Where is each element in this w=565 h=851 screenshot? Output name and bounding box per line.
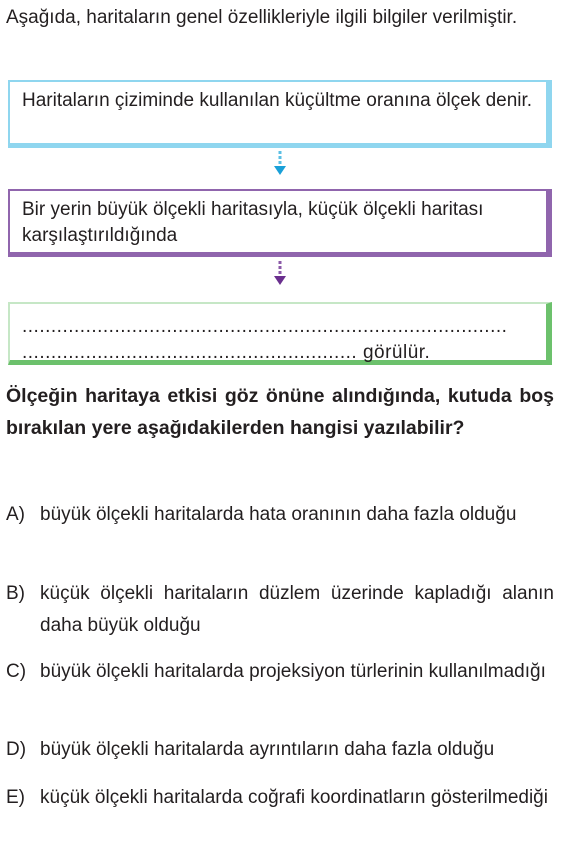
blank-line-1: .................................................................................... (22, 316, 508, 337)
blank-answer-box (8, 302, 552, 365)
option-text: büyük ölçekli haritalarda hata oranının daha fazla olduğu (40, 504, 517, 525)
option-text: büyük ölçekli haritalarda ayrıntıların daha fazla olduğu (40, 739, 495, 760)
option-text: küçük ölçekli haritaların düzlem üzerinde kapladığı alanın daha büyük olduğu (40, 583, 554, 636)
definition-box (8, 80, 552, 148)
option-letter: D) (6, 739, 27, 760)
arrow-down-icon (272, 151, 288, 181)
option-d[interactable] (6, 734, 554, 766)
option-b[interactable] (6, 578, 554, 642)
option-text: büyük ölçekli haritalarda projeksiyon türlerinin kullanılmadığı (40, 661, 546, 682)
comparison-text: Bir yerin büyük ölçekli haritasıyla, küçük ölçekli haritası karşılaştırıldığında (22, 199, 484, 246)
option-letter: A) (6, 504, 25, 525)
option-letter: B) (6, 583, 25, 604)
option-c[interactable] (6, 656, 554, 688)
option-letter: C) (6, 661, 27, 682)
option-letter: E) (6, 787, 25, 808)
option-a[interactable] (6, 499, 554, 531)
comparison-box (8, 189, 552, 257)
blank-line-2: .......................................................... görülür. (22, 342, 431, 363)
arrow-down-icon (272, 261, 288, 291)
question-text: Ölçeğin haritaya etkisi göz önüne alındığında, kutuda boş bırakılan yere aşağıdakilerden hangisi yazılabilir? (6, 385, 554, 439)
definition-text: Haritaların çiziminde kullanılan küçültme oranına ölçek denir. (22, 90, 533, 111)
option-e[interactable] (6, 782, 554, 814)
intro-text: Aşağıda, haritaların genel özellikleriyle ilgili bilgiler verilmiştir. (6, 7, 518, 28)
option-text: küçük ölçekli haritalarda coğrafi koordinatların gösterilmediği (40, 787, 548, 808)
